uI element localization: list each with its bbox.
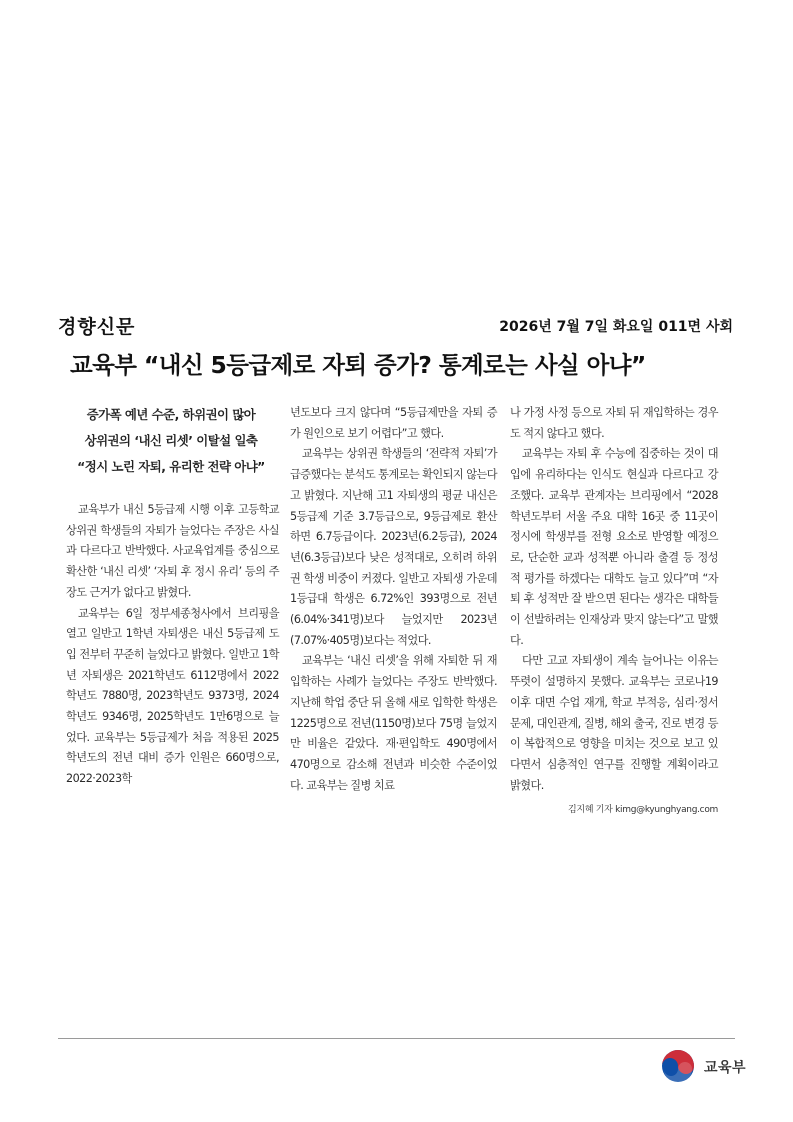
- paragraph: 다만 고교 자퇴생이 계속 늘어나는 이유는 뚜렷이 설명하지 못했다. 교육부는 코로나19 이후 대면 수업 재개, 학교 부적응, 심리·정서 문제, 대인관계, 질병, 해외 출국, 진로 변경 등이 복합적으로 영향을 미치는 것으로 보고 있다면서 심층적인 연구를 진행할 계획이라고 밝혔다.: [510, 654, 718, 792]
- ministry-logo: [660, 1048, 760, 1088]
- subhead-2: 상위권의 ‘내신 리셋’ 이탈설 일축: [84, 433, 258, 448]
- article-subheads: [64, 402, 278, 480]
- article-headline: 교육부 “내신 5등급제로 자퇴 증가? 통계로는 사실 아냐”: [70, 351, 646, 379]
- article-column-3: [510, 403, 718, 821]
- subhead-1: 증가폭 예년 수준, 하위권이 많아: [86, 407, 256, 422]
- newspaper-name: 경향신문: [58, 316, 136, 338]
- paragraph: 나 가정 사정 등으로 자퇴 뒤 재입학하는 경우도 적지 않다고 했다.: [510, 406, 718, 440]
- subhead-3: “정시 노린 자퇴, 유리한 전략 아냐”: [77, 459, 265, 474]
- byline: 김지혜 기자 kimg@kyunghyang.com: [568, 805, 718, 816]
- paragraph: 교육부가 내신 5등급제 시행 이후 고등학교 상위권 학생들의 자퇴가 늘었다는 주장은 사실과 다르다고 반박했다. 사교육업계를 중심으로 확산한 ‘내신 리셋’ ‘자퇴 후 정시 유리’ 등의 주장도 근거가 없다고 밝혔다.: [66, 503, 279, 599]
- paragraph: 교육부는 자퇴 후 수능에 집중하는 것이 대입에 유리하다는 인식도 현실과 다르다고 강조했다. 교육부 관계자는 브리핑에서 “2028학년도부터 서울 주요 대학 16곳 중 11곳이 정시에 학생부를 전형 요소로 반영할 예정으로, 단순한 교과 성적뿐 아니라 출결 등 정성적 평가를 하겠다는 대학도 늘고 있다”며 “자퇴 후 성적만 잘 받으면 된다는 생각은 대학들이 선발하려는 인재상과 맞지 않는다”고 말했다.: [510, 447, 718, 647]
- masthead: [58, 312, 733, 338]
- paragraph: 교육부는 6일 정부세종청사에서 브리핑을 열고 일반고 1학년 자퇴생은 내신 5등급제 도입 전부터 꾸준히 늘었다고 밝혔다. 일반고 1학년 자퇴생은 2021학년도 6112명에서 2022학년도 7880명, 2023학년도 9373명, 2024학년도 9346명, 2025학년도 1만6명으로 늘었다. 교육부는 5등급제가 처음 적용된 2025학년도의 전년 대비 증가 인원은 660명으로, 2022·2023학: [66, 606, 279, 786]
- paragraph: 년도보다 크지 않다며 “5등급제만을 자퇴 증가 원인으로 보기 어렵다”고 했다.: [290, 406, 497, 440]
- footer-divider: [58, 1038, 735, 1039]
- issue-info: 2026년 7월 7일 화요일 011면 사회: [499, 319, 733, 335]
- ministry-name: 교육부: [704, 1060, 747, 1076]
- article-column-2: [290, 403, 497, 796]
- taegeuk-emblem-icon: [660, 1048, 696, 1084]
- paragraph: 교육부는 상위권 학생들의 ‘전략적 자퇴’가 급증했다는 분석도 통계로는 확인되지 않는다고 밝혔다. 지난해 고1 자퇴생의 평균 내신은 5등급제 기준 3.7등급으로, 9등급제로 환산하면 6.7등급이다. 2023년(6.2등급), 2024년(6.3등급)보다 낮은 성적대로, 오히려 하위권 학생 비중이 커졌다. 일반고 자퇴생 가운데 1등급대 학생은 6.72%인 393명으로 전년(6.04%·341명)보다 늘었지만 2023년(7.07%·405명)보다는 적었다.: [290, 447, 497, 647]
- paragraph: 교육부는 ‘내신 리셋’을 위해 자퇴한 뒤 재입학하는 사례가 늘었다는 주장도 반박했다. 지난해 학업 중단 뒤 올해 새로 입학한 학생은 1225명으로 전년(1150명)보다 75명 늘었지만 비율은 같았다. 재·편입학도 490명에서 470명으로 감소해 전년과 비슷한 수준이었다. 교육부는 질병 치료: [290, 654, 497, 792]
- article-column-1: [66, 500, 279, 790]
